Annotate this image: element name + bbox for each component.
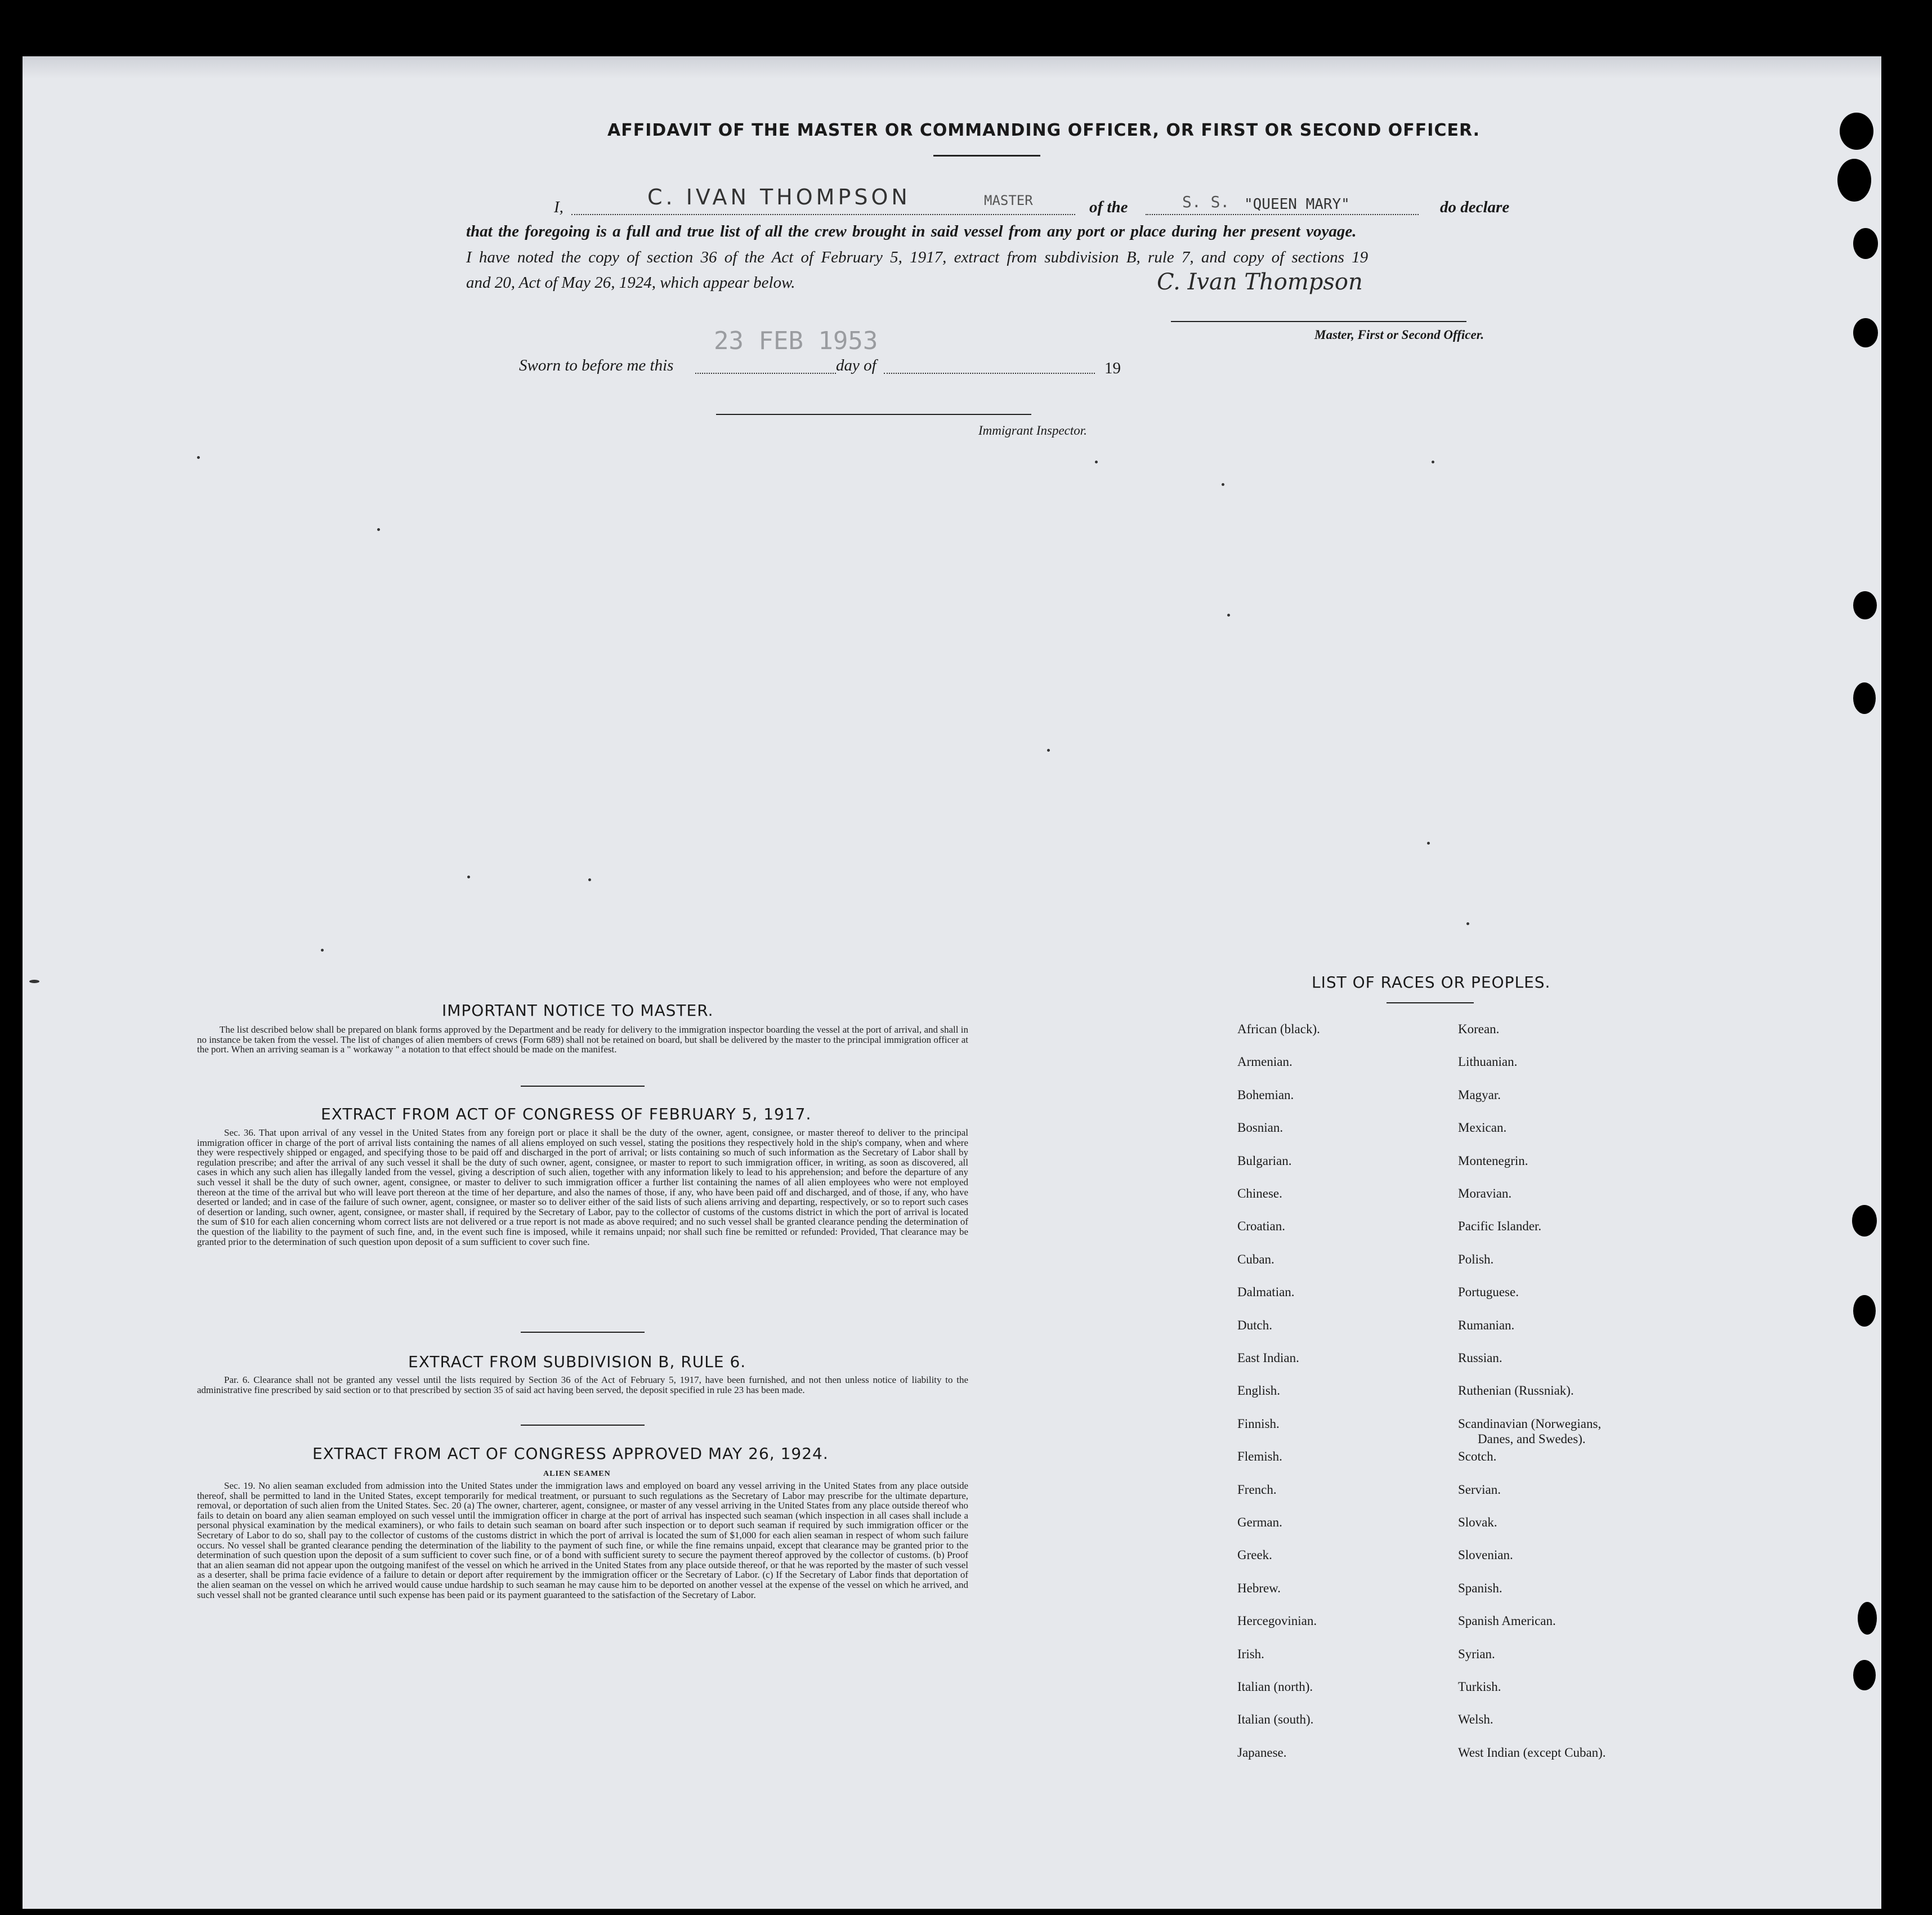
scan-speck: [1227, 614, 1230, 617]
race-item: Dutch.: [1237, 1318, 1272, 1332]
declaration-i: I,: [554, 198, 564, 216]
declaration-do-declare: do declare: [1440, 198, 1510, 216]
title-rule: [933, 155, 1040, 157]
section-rule: [521, 1086, 645, 1087]
punch-hole: [1853, 318, 1878, 347]
extract-1924-subtitle: ALIEN SEAMEN: [543, 1470, 611, 1478]
signature-line: [1171, 321, 1466, 322]
vessel-line: [1146, 214, 1419, 215]
race-item: Hebrew.: [1237, 1581, 1281, 1595]
race-item: Scotch.: [1458, 1449, 1497, 1464]
handwritten-name: C. IVAN THOMPSON: [647, 185, 911, 209]
sworn-day-of: day of: [836, 356, 876, 374]
race-item: West Indian (except Cuban).: [1458, 1745, 1606, 1760]
race-item: Chinese.: [1237, 1186, 1282, 1200]
race-item: German.: [1237, 1515, 1282, 1529]
race-item: English.: [1237, 1383, 1281, 1398]
vessel-name: "QUEEN MARY": [1244, 196, 1350, 213]
punch-hole: [1853, 591, 1877, 619]
sworn-day-line: [695, 373, 836, 374]
races-rule: [1387, 1002, 1474, 1003]
declaration-line-3: I have noted the copy of section 36 of the Act of February 5, 1917, extract from subdivision B, rule 7, and copy of sections 19: [466, 248, 1368, 266]
race-item: Japanese.: [1237, 1745, 1287, 1760]
section-rule: [521, 1425, 645, 1426]
race-item: Dalmatian.: [1237, 1285, 1295, 1300]
scan-speck: [1466, 922, 1469, 925]
scan-speck: [467, 876, 470, 878]
race-item: Hercegovinian.: [1237, 1614, 1317, 1628]
punch-hole: [1840, 113, 1873, 150]
race-item: Slovenian.: [1458, 1548, 1513, 1563]
name-line: [571, 214, 1075, 215]
declaration-line-2: that the foregoing is a full and true list of all the crew brought in said vessel from any port or place during her present voyage.: [466, 222, 1357, 240]
punch-hole: [1837, 159, 1871, 202]
race-item: Magyar.: [1458, 1087, 1501, 1102]
race-item: Croatian.: [1237, 1219, 1285, 1234]
race-item: Turkish.: [1458, 1680, 1501, 1694]
race-item: Ruthenian (Russniak).: [1458, 1383, 1574, 1398]
vessel-prefix: S. S.: [1182, 193, 1230, 211]
inspector-line: [716, 414, 1031, 415]
affidavit-title: AFFIDAVIT OF THE MASTER OR COMMANDING OFFICER, OR FIRST OR SECOND OFFICER.: [607, 120, 1481, 140]
notice-body: The list described below shall be prepared on blank forms approved by the Department and be ready for delivery to the immigration inspector boarding the vessel at the port of arrival, and shall in no instance be taken from the vessel. The list of changes of alien members of crews (Form 689) shall not be retained on board, but shall be delivered by the master to the principal immigration officer at the port. When an arriving seaman is a " workaway " a notation to that effect should be made on the manifest.: [197, 1024, 968, 1055]
race-item: Finnish.: [1237, 1416, 1280, 1431]
sworn-year: 19: [1104, 359, 1121, 377]
scan-speck: [377, 528, 380, 531]
race-item: French.: [1237, 1482, 1277, 1497]
punch-hole: [1853, 1295, 1876, 1327]
race-item: Moravian.: [1458, 1186, 1512, 1200]
race-item: Danes, and Swedes).: [1478, 1431, 1586, 1446]
race-item: Slovak.: [1458, 1515, 1497, 1529]
scan-speck: [1095, 461, 1098, 463]
extract-rule6-title: EXTRACT FROM SUBDIVISION B, RULE 6.: [408, 1352, 746, 1371]
scan-speck: [588, 878, 591, 881]
scan-speck: [1432, 461, 1434, 463]
race-item: Bohemian.: [1237, 1087, 1294, 1102]
race-item: Servian.: [1458, 1482, 1501, 1497]
rank-stamp: MASTER: [984, 193, 1033, 208]
races-title: LIST OF RACES OR PEOPLES.: [1312, 973, 1551, 992]
race-item: Greek.: [1237, 1548, 1272, 1563]
race-item: Irish.: [1237, 1646, 1264, 1661]
extract-rule6-body: Par. 6. Clearance shall not be granted any vessel until the lists required by Section 36 of the Act of February 5, 1917, have been furnished, and not then unless notice of liability to the administrative fine prescribed by said section or to that prescribed by section 35 of said act having been served, the deposit specified in rule 23 has been made.: [197, 1374, 968, 1395]
race-item: Montenegrin.: [1458, 1153, 1528, 1168]
race-item: Welsh.: [1458, 1712, 1493, 1727]
extract-1924-body: Sec. 19. No alien seaman excluded from admission into the United States under the immigration laws and employed on board any vessel arriving in the United States from any place outside thereof, shall be permitted to land in the United States, except temporarily for medical treatment, or pursuant to such regulations as the Secretary of Labor may prescribe for the ultimate departure, removal, or deportation of such alien from the United States. Sec. 20 (a) The owner, charterer, agent, consignee, or master of any vessel arriving in the United States from any place outside thereof who fails to detain on board any alien seaman employed on such vessel until the immigration officer in charge at the port of arrival has inspected such seaman (which inspection in all cases shall include a personal physical examination by the medical examiners), or who fails to detain such seaman on board after such inspection or to deport such seaman if required by such immigration officer or the Secretary of Labor to do so, shall pay to the collector of customs of the customs district in which the port of arrival is located the sum of $1,000 for each alien seaman in respect of whom such failure occurs. No vessel shall be granted clearance pending the determination of the liability to the payment of such fine, or while the fine remains unpaid, except that clearance may be granted prior to the determination of such question upon the deposit of a sum sufficient to cover such fine, or of a bond with sufficient surety to secure the payment thereof approved by the collector of customs. (b) Proof that an alien seaman did not appear upon the outgoing manifest of the vessel on which he arrived in the United States from any place outside thereof, or that he was reported by the master of such vessel as a deserter, shall be prima facie evidence of a failure to detain or deport after requirement by the immigration officer or the Secretary of Labor. (c) If the Secretary of Labor finds that deportation of the alien seaman on the vessel on which he arrived would cause undue hardship to such seaman he may cause him to be deported on another vessel at the expense of the vessel on which he arrived, and such vessel shall not be granted clearance until such expense has been paid or its payment guaranteed to the satisfaction of the Secretary of Labor.: [197, 1480, 968, 1600]
master-signature: C. Ivan Thompson: [1157, 269, 1363, 295]
extract-1917-body: Sec. 36. That upon arrival of any vessel in the United States from any foreign port or place it shall be the duty of the owner, agent, consignee, or master thereof to deliver to the principal immigration officer in charge of the port of arrival lists containing the names of all aliens employed on such vessel, stating the positions they respectively hold in the ship's company, when and where they were respectively shipped or engaged, and specifying those to be paid off and discharged in the port of arrival; or lists containing so much of such information as the Secretary of Labor shall by regulation prescribe; and after the arrival of any such vessel it shall be the duty of such owner, agent, consignee, or master to report to such immigration officer, in writing, as soon as discovered, all cases in which any such alien has illegally landed from the vessel, giving a description of such alien, together with any information likely to lead to his apprehension; and before the departure of any such vessel it shall be the duty of such owner, agent, consignee, or master to deliver to such immigration officer a further list containing the names of all alien employees who were not employed thereon at the time of the arrival but who will leave port thereon at the time of her departure, and also the names of those, if any, who have been paid off and discharged, and of those, if any, who have deserted or landed; and in case of the failure of such owner, agent, consignee, or master so to deliver either of the said lists of such aliens arriving and departing, respectively, or so to report such cases of desertion or landing, such owner, agent, consignee, or master shall, if required by the Secretary of Labor, pay to the collector of customs of the customs district in which the port of arrival is located the sum of $10 for each alien concerning whom correct lists are not delivered or a true report is not made as above required; and no such vessel shall be granted clearance pending the determination of the question of the liability to the payment of such fine, and, in the event such fine is imposed, while it remains unpaid; nor shall such fine be remitted or refunded: Provided, That clearance may be granted prior to the determination of such question upon deposit of a sum sufficient to cover such fine.: [197, 1127, 968, 1247]
race-item: Bulgarian.: [1237, 1153, 1292, 1168]
race-item: Syrian.: [1458, 1646, 1495, 1661]
race-item: Russian.: [1458, 1351, 1502, 1365]
race-item: Scandinavian (Norwegians,: [1458, 1416, 1602, 1431]
signature-caption: Master, First or Second Officer.: [1314, 328, 1484, 342]
scan-speck: [1427, 842, 1430, 845]
race-item: Portuguese.: [1458, 1285, 1519, 1300]
section-rule: [521, 1332, 645, 1333]
race-item: African (black).: [1237, 1022, 1320, 1036]
inspector-caption: Immigrant Inspector.: [978, 423, 1087, 438]
race-item: East Indian.: [1237, 1351, 1299, 1365]
scan-speck: [197, 456, 200, 459]
race-item: Spanish American.: [1458, 1614, 1556, 1628]
race-item: Spanish.: [1458, 1581, 1502, 1595]
scan-speck: [1047, 749, 1050, 752]
race-item: Flemish.: [1237, 1449, 1282, 1464]
race-item: Lithuanian.: [1458, 1055, 1518, 1069]
race-item: Rumanian.: [1458, 1318, 1515, 1332]
punch-hole: [1853, 1660, 1876, 1690]
race-item: Polish.: [1458, 1252, 1494, 1266]
document-page: [23, 56, 1881, 1909]
declaration-line-4: and 20, Act of May 26, 1924, which appear below.: [466, 274, 795, 292]
punch-hole: [1852, 1205, 1877, 1237]
date-stamp: 23 FEB 1953: [714, 327, 878, 355]
scan-speck: [321, 949, 324, 952]
extract-1917-title: EXTRACT FROM ACT OF CONGRESS OF FEBRUARY 5, 1917.: [321, 1105, 812, 1123]
race-item: Cuban.: [1237, 1252, 1274, 1266]
punch-hole: [1853, 228, 1878, 259]
race-item: Mexican.: [1458, 1121, 1507, 1135]
punch-hole: [1853, 682, 1876, 714]
page-fold-shadow: [23, 56, 1881, 79]
scan-speck: [1222, 483, 1224, 486]
race-item: Bosnian.: [1237, 1121, 1283, 1135]
extract-1924-title: EXTRACT FROM ACT OF CONGRESS APPROVED MAY 26, 1924.: [312, 1444, 829, 1463]
race-item: Italian (south).: [1237, 1712, 1314, 1727]
punch-hole: [1858, 1602, 1877, 1635]
declaration-of-the: of the: [1089, 198, 1128, 216]
race-item: Armenian.: [1237, 1055, 1293, 1069]
race-item: Korean.: [1458, 1022, 1500, 1036]
scan-speck: [29, 980, 39, 983]
notice-title: IMPORTANT NOTICE TO MASTER.: [442, 1001, 714, 1020]
race-item: Italian (north).: [1237, 1680, 1313, 1694]
sworn-month-line: [884, 373, 1095, 374]
sworn-prefix: Sworn to before me this: [519, 356, 674, 374]
race-item: Pacific Islander.: [1458, 1219, 1542, 1234]
